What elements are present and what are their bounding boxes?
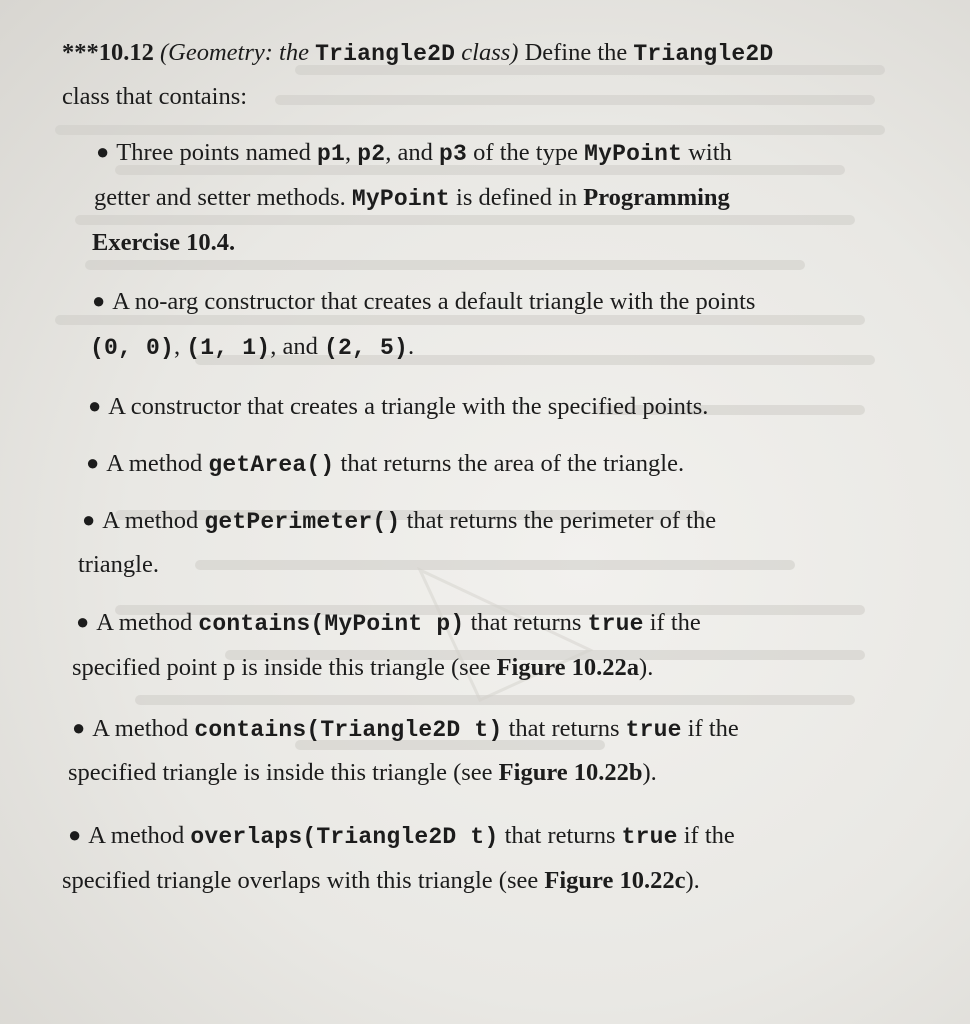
- bullet-8-line-2: specified triangle overlaps with this triangle (see Figure 10.22c).: [62, 867, 700, 894]
- bullet-dot: ●: [72, 715, 86, 740]
- bullet-dot: ●: [86, 450, 100, 475]
- class-name-code: Triangle2D: [315, 41, 456, 67]
- code-mypoint: MyPoint: [584, 141, 683, 167]
- class-that-contains: class that contains:: [62, 83, 248, 110]
- class-name-code-2: Triangle2D: [633, 41, 774, 67]
- code-contains-triangle: contains(Triangle2D t): [194, 717, 503, 743]
- bullet-5-line-1: ● A method getPerimeter() that returns the perimeter of the: [82, 507, 717, 535]
- code-overlaps: overlaps(Triangle2D t): [190, 824, 499, 850]
- bullet-5-line-2: triangle.: [78, 551, 159, 578]
- bullet-dot: ●: [68, 822, 82, 847]
- code-true: true: [621, 824, 678, 850]
- code-getperimeter: getPerimeter(): [204, 509, 401, 535]
- bullet-dot: ●: [96, 139, 110, 164]
- bullet-6-line-1: ● A method contains(MyPoint p) that returns true if the: [76, 609, 701, 637]
- bullet-6-line-2: specified point p is inside this triangle (see Figure 10.22a).: [72, 654, 654, 681]
- bullet-2-line-1: ● A no-arg constructor that creates a default triangle with the points: [92, 288, 756, 315]
- code-true: true: [625, 717, 682, 743]
- bullet-dot: ●: [88, 393, 102, 418]
- problem-number: ***10.12: [62, 39, 154, 66]
- bullet-1-line-1: ● Three points named p1, p2, and p3 of the type MyPoint with: [96, 139, 732, 167]
- bullet-2-line-2: (0, 0), (1, 1), and (2, 5).: [90, 333, 415, 361]
- define-text: Define the: [524, 39, 628, 66]
- bullet-1-line-2: getter and setter methods. MyPoint is defined in Programming: [94, 184, 730, 212]
- bullet-4-line-1: ● A method getArea() that returns the area of the triangle.: [86, 450, 685, 478]
- code-mypoint-2: MyPoint: [351, 186, 450, 212]
- bullet-dot: ●: [92, 288, 106, 313]
- code-p2: p2: [357, 141, 386, 167]
- bullet-7-line-1: ● A method contains(Triangle2D t) that returns true if the: [72, 715, 739, 743]
- code-p1: p1: [317, 141, 346, 167]
- bullet-8-line-1: ● A method overlaps(Triangle2D t) that returns true if the: [68, 822, 735, 850]
- figure-reference-b: Figure 10.22b: [498, 759, 643, 786]
- code-getarea: getArea(): [208, 452, 335, 478]
- code-contains-mypoint: contains(MyPoint p): [198, 611, 465, 637]
- problem-topic: (Geometry: the: [160, 39, 309, 66]
- bullet-3-line-1: ● A constructor that creates a triangle with the specified points.: [88, 393, 709, 420]
- code-true: true: [587, 611, 644, 637]
- bullet-7-line-2: specified triangle is inside this triangle (see Figure 10.22b).: [68, 759, 657, 786]
- bullet-1-line-3: Exercise 10.4.: [92, 229, 236, 256]
- figure-reference-a: Figure 10.22a: [496, 654, 640, 681]
- bullet-dot: ●: [76, 609, 90, 634]
- code-point-1-1: (1, 1): [186, 335, 271, 361]
- code-point-0-0: (0, 0): [90, 335, 175, 361]
- figure-reference-c: Figure 10.22c: [544, 867, 686, 894]
- problem-heading: [62, 38, 773, 69]
- code-point-2-5: (2, 5): [324, 335, 409, 361]
- code-p3: p3: [439, 141, 468, 167]
- exercise-reference: Programming: [583, 184, 730, 211]
- problem-topic-end: class): [461, 39, 519, 66]
- bullet-dot: ●: [82, 507, 96, 532]
